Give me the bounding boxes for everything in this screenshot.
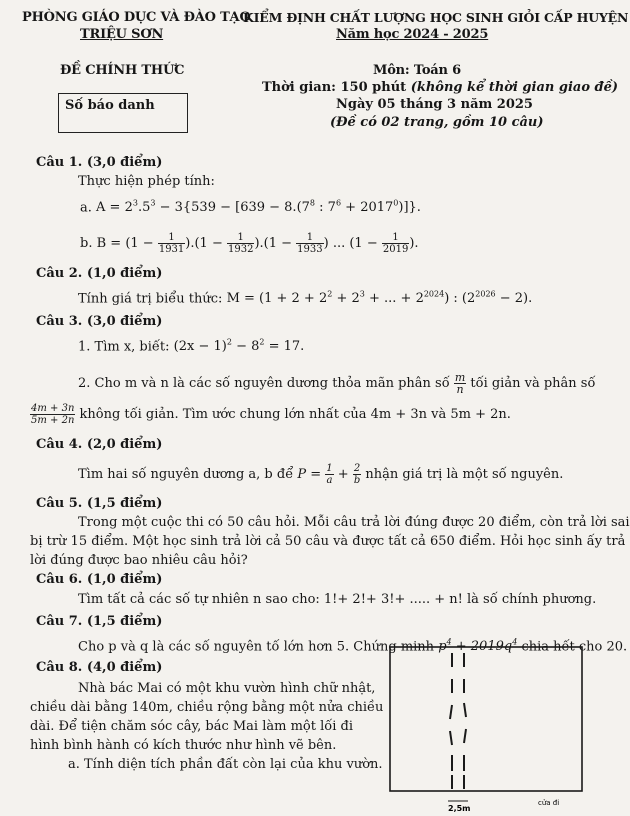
org-district: TRIỆU SƠN — [80, 27, 164, 42]
q1a: a. $A = 2^3.5^3 - 3\{539 - [639 - 8.(7^8$ : $7^6 + 2017^0$)]}. — [80, 199, 421, 216]
q5-line2: bị trừ 15 điểm. Một học sinh trả lời cả 50 câu và được tất cả 650 điểm. Hỏi học sinh ấy trả — [30, 534, 626, 549]
candidate-number-box — [58, 93, 188, 133]
pages-note: (Đề có 02 trang, gồm 10 câu) — [330, 115, 544, 130]
q4-title: Câu 4. (2,0 điểm) — [36, 437, 163, 452]
q3-title: Câu 3. (3,0 điểm) — [36, 314, 163, 329]
q6-text: Tìm tất cả các số tự nhiên n sao cho: 1!+ 2!+ 3!+ ..... + n! là số chính phương. — [78, 592, 597, 607]
q3-part2: 2. Cho m và n là các số nguyên dương thỏa mãn phân số $\frac{m}{n}$ tối giản và phân số — [78, 371, 596, 396]
q2-title: Câu 2. (1,0 điểm) — [36, 266, 163, 281]
subject: Môn: Toán 6 — [373, 63, 461, 78]
official-label: ĐỀ CHÍNH THỨC — [60, 63, 185, 78]
candidate-number-label: Số báo danh — [65, 98, 155, 113]
q7-title: Câu 7. (1,5 điểm) — [36, 614, 163, 629]
gate-label: cửa đi — [538, 799, 560, 807]
q5-line1: Trong một cuộc thi có 50 câu hỏi. Mỗi câu trả lời đúng được 20 điểm, còn trả lời sai — [78, 515, 630, 530]
q8-line4: hình bình hành có kích thước như hình vẽ bên. — [30, 738, 337, 753]
garden-diagram — [388, 645, 588, 813]
path-width-label: 2,5m — [448, 804, 471, 813]
q8-title: Câu 8. (4,0 điểm) — [36, 660, 163, 675]
q1-intro: Thực hiện phép tính: — [78, 174, 215, 189]
garden-rectangle — [390, 647, 582, 791]
q3-part2-cont: $\frac{4m + 3n}{5m + 2n}$ không tối giản. Tìm ước chung lớn nhất của 4m + 3n và 5m + 2n. — [31, 403, 511, 426]
org-name: PHÒNG GIÁO DỤC VÀ ĐÀO TẠO — [22, 10, 251, 25]
q2-text: Tính giá trị biểu thức: $M = (1 + 2 + 2^2 + 2^3$ + ... + $2^{2024}$) : $(2^{2026} - 2)$. — [78, 290, 533, 307]
school-year: Năm học 2024 - 2025 — [336, 27, 489, 42]
exam-date: Ngày 05 tháng 3 năm 2025 — [336, 97, 533, 112]
q8-line3: dài. Để tiện chăm sóc cây, bác Mai làm một lối đi — [30, 719, 353, 734]
q5-title: Câu 5. (1,5 điểm) — [36, 496, 163, 511]
q4-text: Tìm hai số nguyên dương a, b để P = $\frac{1}{a}$ + $\frac{2}{b}$ nhận giá trị là một số nguyên. — [78, 463, 564, 486]
q8-line2: chiều dài bằng 140m, chiều rộng bằng một nửa chiều — [30, 700, 384, 715]
q8-part-a: a. Tính diện tích phần đất còn lại của khu vườn. — [68, 757, 383, 772]
q1b: b. B = (1 − $\frac{1}{1931}$ ).(1 − $\frac{1}{1932}$ ).(1 − $\frac{1}{1933}$ ) ... (1 − $\frac{1}{2019}$ ). — [80, 232, 419, 255]
q1-title: Câu 1. (3,0 điểm) — [36, 155, 163, 170]
q5-line3: lời đúng được bao nhiêu câu hỏi? — [30, 553, 248, 568]
q8-line1: Nhà bác Mai có một khu vườn hình chữ nhật, — [78, 681, 376, 696]
exam-title: KIỂM ĐỊNH CHẤT LƯỢNG HỌC SINH GIỎI CẤP HUYỆN — [243, 10, 629, 25]
time-limit: Thời gian: 150 phút (không kể thời gian giao đề) — [262, 80, 619, 95]
path-parallelogram — [450, 653, 466, 789]
q6-title: Câu 6. (1,0 điểm) — [36, 572, 163, 587]
q3-part1: 1. Tìm x, biết: $(2x - 1)^2 - 8^2 = 17$. — [78, 338, 305, 355]
q7-text: Cho p và q là các số nguyên tố lớn hơn 5. Chứng minh $p^4 + 2019q^4$ chia hết cho 20. — [78, 638, 628, 655]
